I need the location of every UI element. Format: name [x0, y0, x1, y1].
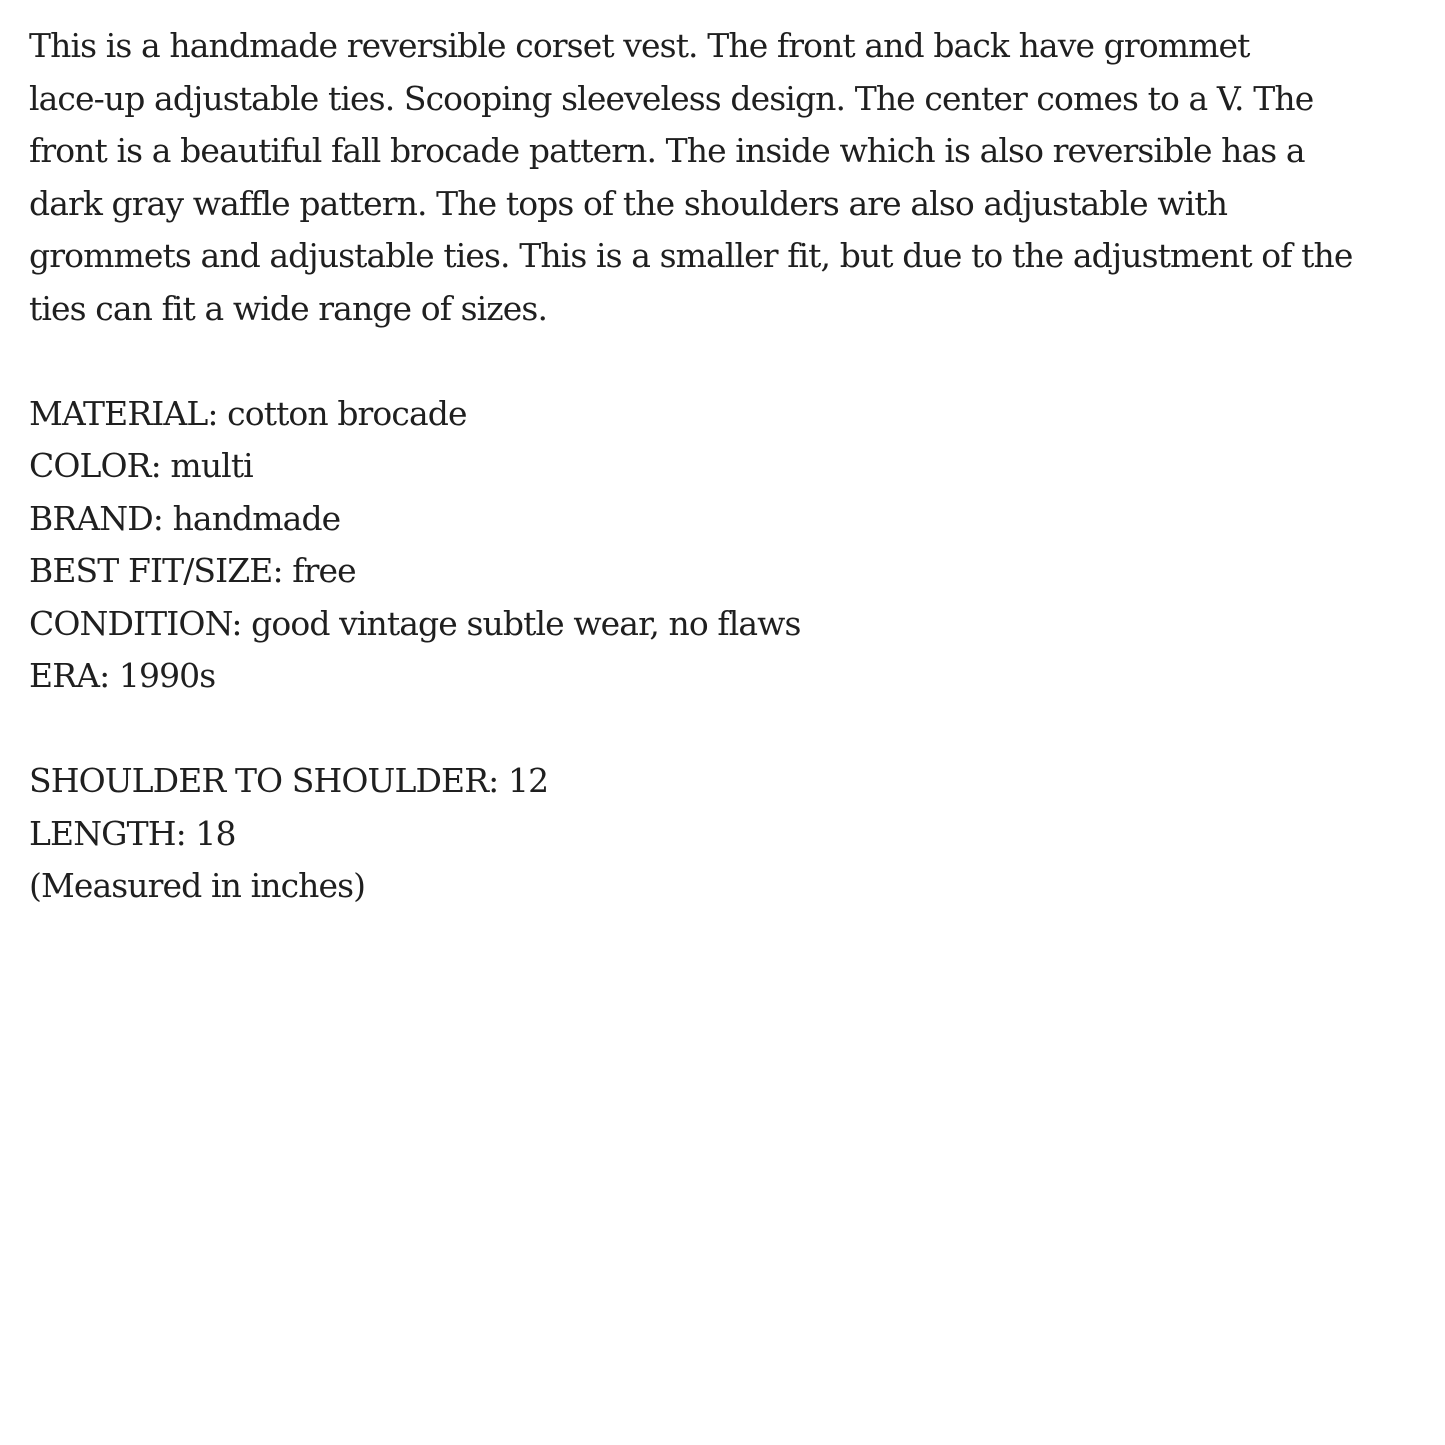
condition-detail: CONDITION: good vintage subtle wear, no flaws [29, 603, 801, 643]
paragraph-break [29, 703, 1424, 756]
fit-size-detail: BEST FIT/SIZE: free [29, 551, 356, 590]
material-detail: MATERIAL: cotton brocade [29, 393, 467, 433]
listing-description [29, 20, 1424, 913]
measurements-list [29, 755, 1424, 913]
shoulder-measurement: SHOULDER TO SHOULDER: 12 [29, 761, 549, 800]
paragraph-break [29, 335, 1424, 388]
brand-detail: BRAND: handmade [29, 498, 341, 538]
description-line: front is a beautiful fall brocade pattern. The inside which is also reversible has a [29, 131, 1305, 170]
description-line: This is a handmade reversible corset vest. The front and back have grommet [29, 26, 1250, 65]
era-detail: ERA: 1990s [29, 656, 216, 695]
description-line: dark gray waffle pattern. The tops of the shoulders are also adjustable with [29, 183, 1228, 223]
color-detail: COLOR: multi [29, 446, 253, 485]
description-line: ties can fit a wide range of sizes. [29, 288, 548, 328]
measurement-unit-note: (Measured in inches) [29, 866, 366, 905]
length-measurement: LENGTH: 18 [29, 813, 236, 853]
description-line: grommets and adjustable ties. This is a smaller fit, but due to the adjustment of the [29, 236, 1353, 275]
description-paragraph [29, 20, 1424, 335]
details-list [29, 388, 1424, 703]
description-line: lace-up adjustable ties. Scooping sleeveless design. The center comes to a V. The [29, 78, 1314, 118]
